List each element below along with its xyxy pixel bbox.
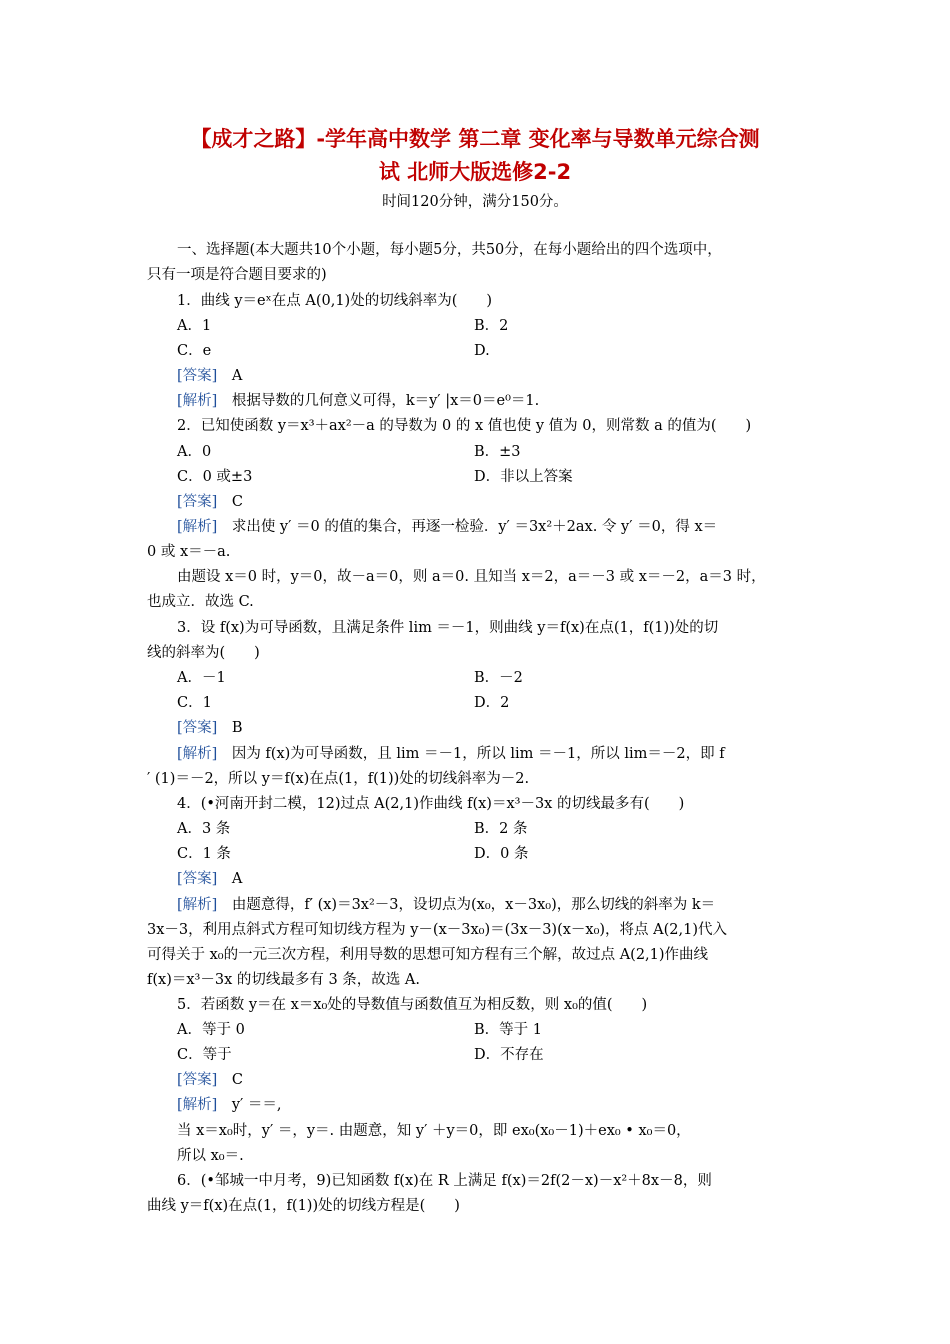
q2-answer <box>177 492 243 512</box>
question-3-stem: 3．设 f(x)为可导函数，且满足条件 lim ＝－1，则曲线 y＝f(x)在点(1，f(1))处的切 <box>177 620 719 636</box>
q2-analysis <box>177 517 717 537</box>
q1-option-b: B．2 <box>474 318 509 334</box>
q2-option-a: A．0 <box>177 444 212 460</box>
answer-tag: [答案] <box>177 1072 218 1088</box>
question-4-stem: 4．(•河南开封二模，12)过点 A(2,1)作曲线 f(x)＝x³－3x 的切线最多有( ) <box>177 796 685 812</box>
q5-analysis <box>177 1095 282 1115</box>
q5-analysis-text: y′ ＝＝, <box>231 1097 282 1113</box>
q4-option-c: C．1 条 <box>177 846 231 862</box>
analysis-tag: [解析] <box>177 897 218 913</box>
q5-option-a: A．等于 0 <box>177 1022 245 1038</box>
q2-option-d: D．非以上答案 <box>474 469 573 485</box>
q2-analysis-line2: 0 或 x＝－a. <box>147 544 231 560</box>
q3-option-d: D．2 <box>474 695 510 711</box>
q1-option-a: A．1 <box>177 318 212 334</box>
question-2-stem: 2．已知使函数 y＝x³＋ax²－a 的导数为 0 的 x 值也使 y 值为 0，则常数 a 的值为( ) <box>177 418 752 434</box>
q4-answer-value: A <box>231 871 243 887</box>
q5-option-b: B．等于 1 <box>474 1022 542 1038</box>
q4-analysis-line3: 可得关于 x₀的一元三次方程，利用导数的思想可知方程有三个解，故过点 A(2,1)作曲线 <box>147 947 709 963</box>
q1-option-d: D. <box>474 343 490 359</box>
q5-option-d: D．不存在 <box>474 1047 544 1063</box>
q1-answer-value: A <box>231 368 243 384</box>
q4-option-b: B．2 条 <box>474 821 528 837</box>
q4-analysis-line2: 3x－3，利用点斜式方程可知切线方程为 y－(x－3x₀)＝(3x－3)(x－x₀)，将点 A(2,1)代入 <box>147 922 728 938</box>
answer-tag: [答案] <box>177 720 218 736</box>
exam-time-info: 时间120分钟，满分150分。 <box>382 194 568 210</box>
q1-option-c: C．e <box>177 343 212 359</box>
answer-tag: [答案] <box>177 494 218 510</box>
q5-analysis-line2: 当 x＝x₀时，y′ ＝，y＝. 由题意，知 y′ ＋y＝0，即 ex₀(x₀－1)＋ex₀ • x₀＝0， <box>177 1123 691 1139</box>
q2-answer-value: C <box>231 494 243 510</box>
q4-answer <box>177 869 242 889</box>
analysis-tag: [解析] <box>177 519 218 535</box>
q3-answer <box>177 718 242 738</box>
document-title: 【成才之路】-学年高中数学 第二章 变化率与导数单元综合测 <box>190 127 760 151</box>
question-5-stem: 5．若函数 y＝在 x＝x₀处的导数值与函数值互为相反数，则 x₀的值( ) <box>177 997 648 1013</box>
analysis-tag: [解析] <box>177 746 218 762</box>
section-heading: 一、选择题(本大题共10个小题，每小题5分，共50分，在每小题给出的四个选项中， <box>177 242 722 258</box>
q3-option-a: A．－1 <box>177 670 226 686</box>
q3-analysis <box>177 744 725 764</box>
q5-option-c: C．等于 <box>177 1047 232 1063</box>
q2-analysis-line3: 由题设 x＝0 时，y＝0，故－a＝0，则 a＝0. 且知当 x＝2，a＝－3 或 x＝－2，a＝3 时， <box>177 569 766 585</box>
q1-analysis <box>177 391 539 411</box>
q5-analysis-line3: 所以 x₀＝. <box>177 1148 244 1164</box>
q2-analysis-text: 求出使 y′ ＝0 的值的集合，再逐一检验．y′ ＝3x²＋2ax. 令 y′ ＝0，得 x＝ <box>231 519 718 535</box>
q4-option-a: A．3 条 <box>177 821 231 837</box>
q5-answer <box>177 1070 243 1090</box>
document-title-line2: 试 北师大版选修2-2 <box>378 160 572 184</box>
q1-answer <box>177 366 242 386</box>
q2-option-b: B．±3 <box>474 444 521 460</box>
q3-analysis-text: 因为 f(x)为可导函数，且 lim ＝－1，所以 lim ＝－1，所以 lim＝－2，即 f <box>231 746 725 762</box>
answer-tag: [答案] <box>177 871 218 887</box>
q3-option-c: C．1 <box>177 695 212 711</box>
question-3-stem-line2: 线的斜率为( ) <box>147 645 260 661</box>
q4-analysis-line4: f(x)＝x³－3x 的切线最多有 3 条，故选 A. <box>147 972 420 988</box>
q4-analysis <box>177 895 715 915</box>
analysis-tag: [解析] <box>177 1097 218 1113</box>
question-6-stem: 6．(•邹城一中月考，9)已知函数 f(x)在 R 上满足 f(x)＝2f(2－x)－x²＋8x－8，则 <box>177 1173 712 1189</box>
q5-answer-value: C <box>231 1072 243 1088</box>
q4-option-d: D．0 条 <box>474 846 529 862</box>
q3-option-b: B．－2 <box>474 670 523 686</box>
q2-analysis-line4: 也成立．故选 C. <box>147 594 254 610</box>
question-1-stem: 1．曲线 y＝eˣ在点 A(0,1)处的切线斜率为( ) <box>177 293 493 309</box>
question-6-stem-line2: 曲线 y＝f(x)在点(1，f(1))处的切线方程是( ) <box>147 1198 460 1214</box>
answer-tag: [答案] <box>177 368 218 384</box>
q1-analysis-text: 根据导数的几何意义可得，k＝y′ |x＝0＝e⁰＝1. <box>231 393 540 409</box>
q4-analysis-text: 由题意得，f′ (x)＝3x²－3，设切点为(x₀，x－3x₀)，那么切线的斜率为 k＝ <box>231 897 716 913</box>
q2-option-c: C．0 或±3 <box>177 469 253 485</box>
q3-answer-value: B <box>231 720 243 736</box>
q3-analysis-line2: ′ (1)＝－2，所以 y＝f(x)在点(1，f(1))处的切线斜率为－2. <box>147 771 530 787</box>
section-heading-cont: 只有一项是符合题目要求的) <box>147 267 327 283</box>
analysis-tag: [解析] <box>177 393 218 409</box>
